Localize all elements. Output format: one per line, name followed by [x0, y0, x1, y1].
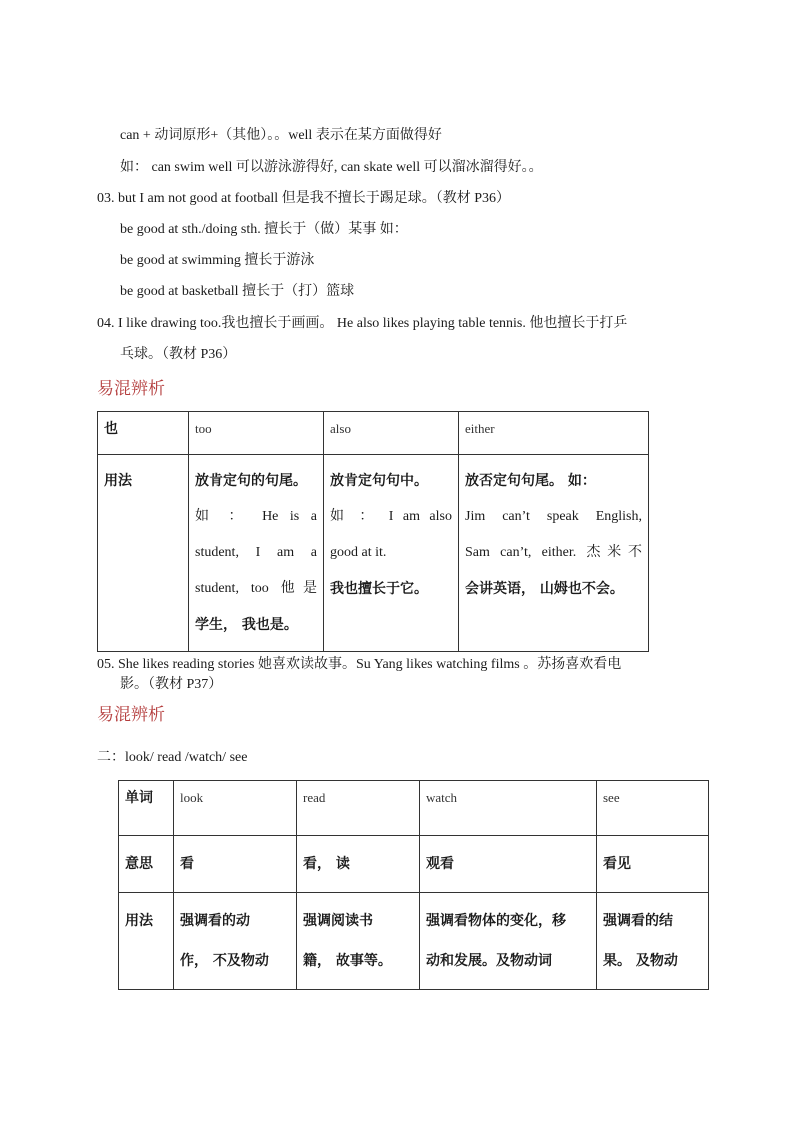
usage-cell-see — [597, 893, 709, 990]
cell-line: 我也擅长于它。 — [330, 581, 428, 597]
usage-cell-watch — [420, 893, 597, 990]
text-line: 二：look/ read /watch/ see — [97, 750, 248, 765]
text-line: 03. but I am not good at football 但是我不擅长于踢足球。（教材 P36） — [97, 191, 510, 206]
cell-line: 动和发展。及物动词 — [426, 953, 552, 969]
table-header-cell: read — [297, 781, 420, 836]
section-heading: 易混辨析 — [97, 379, 165, 399]
table-header-cell: 单词 — [119, 781, 174, 836]
text-line: 04. I like drawing too.我也擅长于画画。 He also likes playing table tennis. 他也擅长于打乒 — [97, 316, 628, 331]
row-label: 用法 — [119, 893, 174, 990]
text-line: 影。（教材 P37） — [120, 677, 223, 692]
cell-line: good at it. — [330, 545, 387, 560]
cell-line: Sam can’t, either. 杰米不 — [465, 545, 642, 560]
cell-line: 强调看物体的变化，移 — [426, 913, 566, 929]
too-also-either-table — [97, 411, 649, 652]
table-header-cell: also — [324, 412, 459, 455]
cell-line: 如 ： He is a — [195, 509, 317, 524]
meaning-cell: 看， 读 — [297, 836, 420, 893]
text-line: be good at swimming 擅长于游泳 — [120, 253, 315, 268]
cell-line: Jim can’t speak English, — [465, 509, 642, 524]
meaning-cell: 看见 — [597, 836, 709, 893]
cell-line: 强调看的动 — [180, 913, 250, 929]
cell-line: 放否定句句尾。 如： — [465, 473, 596, 489]
cell-line: 放肯定句的句尾。 — [195, 473, 307, 489]
cell-line: 如 ： I am also — [330, 509, 452, 524]
cell-line: 强调阅读书 — [303, 913, 373, 929]
table-header-cell: watch — [420, 781, 597, 836]
look-read-watch-see-table — [118, 780, 709, 990]
row-label: 用法 — [98, 455, 189, 652]
cell-line: 学生， 我也是。 — [195, 617, 298, 633]
usage-cell-also — [324, 455, 459, 652]
cell-line: 果。 及物动 — [603, 953, 678, 969]
table-header-cell: look — [174, 781, 297, 836]
cell-line: student, I am a — [195, 545, 317, 560]
text-line: 乓球。（教材 P36） — [120, 347, 237, 362]
text-line: be good at sth./doing sth. 擅长于（做）某事 如： — [120, 222, 408, 237]
cell-line: student, too 他是 — [195, 581, 317, 596]
cell-line: 强调看的结 — [603, 913, 673, 929]
text-line: can + 动词原形+（其他）。。well 表示在某方面做得好 — [120, 128, 442, 143]
table-header-cell: either — [459, 412, 649, 455]
table-header-cell: see — [597, 781, 709, 836]
text-line: be good at basketball 擅长于（打）篮球 — [120, 284, 355, 299]
table-header-cell: too — [189, 412, 324, 455]
text-line: 如： can swim well 可以游泳游得好, can skate well 可以溜冰溜得好。。 — [120, 160, 543, 175]
usage-cell-read — [297, 893, 420, 990]
cell-line: 会讲英语， 山姆也不会。 — [465, 581, 624, 597]
text-line: 05. She likes reading stories 她喜欢读故事。Su Yang likes watching films 。苏扬喜欢看电 — [97, 657, 622, 672]
section-heading: 易混辨析 — [97, 705, 165, 725]
usage-cell-too — [189, 455, 324, 652]
usage-cell-either — [459, 455, 649, 652]
meaning-cell: 观看 — [420, 836, 597, 893]
usage-cell-look — [174, 893, 297, 990]
row-label: 意思 — [119, 836, 174, 893]
cell-line: 籍， 故事等。 — [303, 953, 392, 969]
meaning-cell: 看 — [174, 836, 297, 893]
cell-line: 放肯定句句中。 — [330, 473, 428, 489]
cell-line: 作， 不及物动 — [180, 953, 269, 969]
table-header-cell: 也 — [98, 412, 189, 455]
